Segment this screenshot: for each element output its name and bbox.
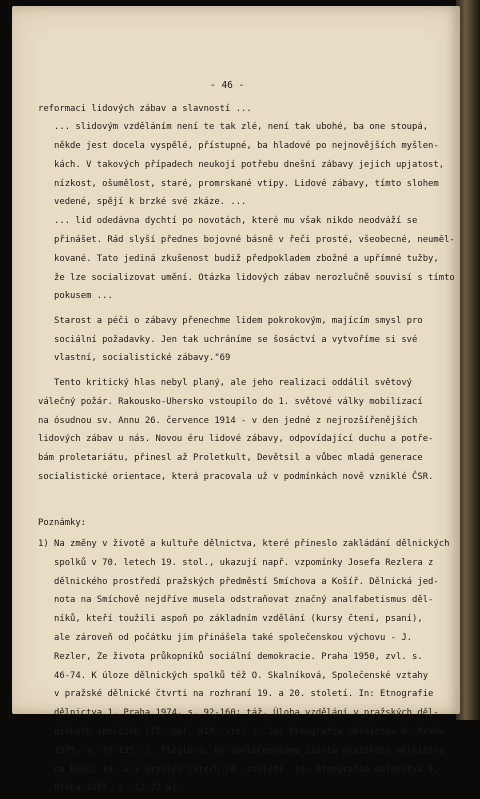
footnote-line: dělnického prostředí pražských předměstí Smíchova a Košíř. Dělnická jed- xyxy=(38,576,439,587)
body-text-line: přinášet. Rád slyší přednes bojovné básně v řeči prosté, všeobecné, neumêl- xyxy=(38,235,455,245)
body-text-line: že lze socializovat umění. Otázka lidových zábav nerozlučně souvisí s tímto xyxy=(38,273,455,283)
body-text-line: vlastní, socialistické zábavy."69 xyxy=(38,353,231,363)
footnote-line: v pražské dělnické čtvrti na rozhraní 19. a 20. století. In: Etnografie xyxy=(38,689,434,700)
body-text-line: reformaci lidových zábav a slavností ... xyxy=(38,104,252,114)
footnote-line: nota na Smíchově nejdříve musela odstraňovat značný analfabetismus děl- xyxy=(38,595,434,606)
body-text-line: na ósudnou sv. Annu 26. července 1914 - v den jedné z nejrozšířenějších xyxy=(38,416,418,426)
footnote-line: ale zároveň od počátku jim přinášela také společenskou výchovu - J. xyxy=(38,633,413,643)
footnote-line: na konci 19. a v prvních letech 20. století. In: Etnografie dělnictva 5, xyxy=(38,764,439,775)
body-text-line: Tento kritický hlas nebyl planý, ale jeho realizaci oddálil světový xyxy=(38,378,413,388)
body-text-line: kované. Tato jediná zkušenost budiž předpokladem zbožné a upřímné tužby, xyxy=(38,254,439,264)
footnote-line: dělnictva 1. Praha 1974, s. 92-160; táž, Úloha vzdělání v pražských děl- xyxy=(38,708,439,719)
body-text-line: sociální požadavky. Jen tak uchráníme se šosáctví a vytvoříme si své xyxy=(38,335,418,345)
body-text-line: válečný požár. Rakousko-Uhersko vstoupilo do 1. světové války mobilizací xyxy=(38,397,423,407)
footnote-line: 46-74. K úloze dělnických spolků též O. Skalníková, Společenské vztahy xyxy=(38,670,429,681)
body-text-line: Starost a péči o zábavy přenechme lidem pokrokovým, majícím smysl pro xyxy=(38,316,423,326)
footnote-line: 1) Na změny v životě a kultuře dělnictva, které přineslo zakládání dělnických xyxy=(38,539,450,549)
footnote-line: spolků v 70. letech 19. stol., ukazují např. vzpomínky Josefa Rezlera z xyxy=(38,557,434,568)
body-text-line: bám proletariátu, přinesl až Proletkult, Devětsil a vůbec mladá generace xyxy=(38,453,423,463)
body-text-line: socialistické orientace, která pracovala už v podmínkách nově vzniklé ČSR. xyxy=(38,472,434,482)
body-text-line: ... lid odedávna dychtí po novotách, které mu však nikdo neodváží se xyxy=(38,216,418,226)
footnote-line: nických spolcích (II. pol. XIX. stol.). In: Etnografie dělnictva 6, Praha xyxy=(38,727,445,737)
body-text-line: vedené, spějí k brzké své zkáze. ... xyxy=(38,197,247,207)
body-text-line: ... slidovým vzděláním není te tak zlé, není tak ubohé, ba one stoupá, xyxy=(38,122,429,132)
footnote-line: 1975, s. 78-135; J. Fleglová, Ke společenskému životu pražského dělnictva xyxy=(38,745,445,756)
body-text-line: někde jest docela vyspělé, přístupné, ba hladové po nejnovějších myšlen- xyxy=(38,141,439,151)
body-text-line: lidových zábav u nás. Novou éru lidové zábavy, odpovídající duchu a potře- xyxy=(38,434,434,444)
body-text-line: nízkost, ošumělost, staré, promrskané vtipy. Lidové zábavy, tímto slohem xyxy=(38,179,439,189)
page-number: - 46 - xyxy=(210,80,245,91)
body-text-line: kách. V takových případech neukojí potřebu dnešní zábavy jejich upjatost, xyxy=(38,160,445,170)
footnote-line: níků, kteří toužili aspoň po základním vzdělání (kursy čtení, psaní), xyxy=(38,614,423,625)
body-text-line: pokusem ... xyxy=(38,291,113,301)
footnote-line: Praha 1975, s. 12-73 aj. xyxy=(38,783,183,794)
document-page xyxy=(12,6,460,794)
footnote-line: Rezler, Ze života průkopníků sociální demokracie. Praha 1950, zvl. s. xyxy=(38,651,423,662)
notes-heading: Poznámky: xyxy=(38,518,87,528)
